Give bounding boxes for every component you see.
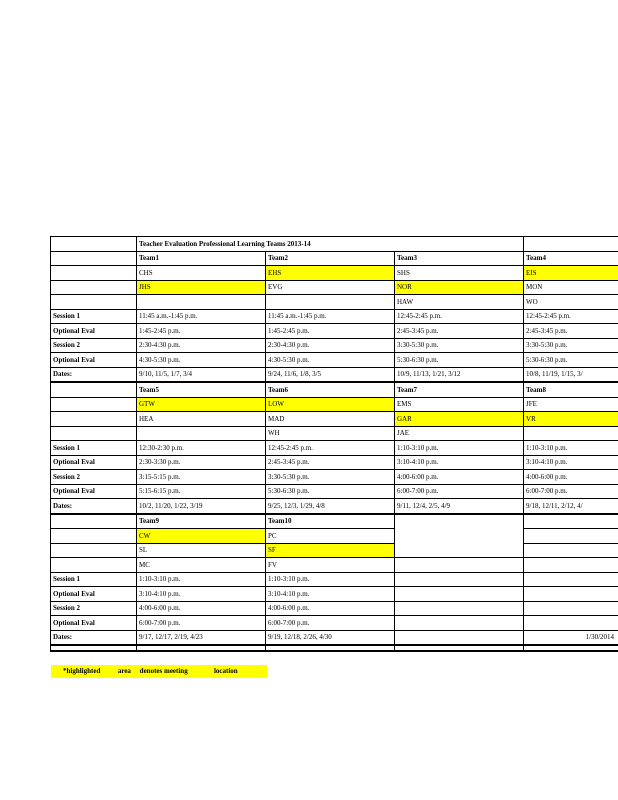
time-cell: 1:10-3:10 p.m. bbox=[266, 572, 395, 587]
row-label: Dates: bbox=[51, 367, 137, 382]
school-cell bbox=[137, 426, 266, 441]
time-cell: 4:00-6:00 p.m. bbox=[524, 470, 618, 485]
dates-row bbox=[51, 630, 618, 645]
row-label: Optional Eval bbox=[51, 455, 137, 470]
session2-row bbox=[51, 601, 618, 616]
school-cell bbox=[137, 295, 266, 310]
school-cell bbox=[266, 295, 395, 310]
row-label: Dates: bbox=[51, 630, 137, 645]
team-name: Team4 bbox=[524, 251, 618, 266]
session2-row bbox=[51, 470, 618, 485]
school-cell-highlighted: NOR bbox=[395, 280, 524, 295]
school-cell-highlighted: EIS bbox=[524, 266, 618, 281]
row-label: Optional Eval bbox=[51, 324, 137, 339]
dates-cell: 9/24, 11/6, 1/8, 3/5 bbox=[266, 367, 395, 382]
highlight-legend-note: *highlighted area denotes meeting location bbox=[51, 665, 267, 678]
time-cell: 4:00-6:00 p.m. bbox=[137, 601, 266, 616]
time-cell: 1:10-3:10 p.m. bbox=[395, 441, 524, 456]
row-label: Session 1 bbox=[51, 309, 137, 324]
school-cell: EMS bbox=[395, 397, 524, 412]
session2-row bbox=[51, 338, 618, 353]
time-cell: 3:15-5:15 p.m. bbox=[137, 470, 266, 485]
time-cell: 2:45-3:45 p.m. bbox=[395, 324, 524, 339]
row-label: Session 2 bbox=[51, 470, 137, 485]
title-row bbox=[51, 237, 618, 252]
school-cell: JFE bbox=[524, 397, 618, 412]
time-cell: 2:45-3:45 p.m. bbox=[524, 324, 618, 339]
school-row bbox=[51, 558, 618, 573]
time-cell: 6:00-7:00 p.m. bbox=[524, 484, 618, 499]
school-cell: SHS bbox=[395, 266, 524, 281]
team-header-row bbox=[51, 251, 618, 266]
time-cell: 1:10-3:10 p.m. bbox=[137, 572, 266, 587]
school-cell-highlighted: SF bbox=[266, 543, 395, 558]
school-cell: HAW bbox=[395, 295, 524, 310]
school-cell: CHS bbox=[137, 266, 266, 281]
time-cell: 6:00-7:00 p.m. bbox=[266, 616, 395, 631]
school-cell: SL bbox=[137, 543, 266, 558]
time-cell: 6:00-7:00 p.m. bbox=[395, 484, 524, 499]
school-row bbox=[51, 543, 618, 558]
team-name: Team1 bbox=[137, 251, 266, 266]
dates-cell: 9/25, 12/3, 1/29, 4/8 bbox=[266, 499, 395, 514]
school-cell-highlighted: CW bbox=[137, 529, 266, 544]
row-label: Optional Eval bbox=[51, 587, 137, 602]
session1-row bbox=[51, 572, 618, 587]
time-cell: 3:30-5:30 p.m. bbox=[395, 338, 524, 353]
dates-cell: 10/9, 11/13, 1/21, 3/12 bbox=[395, 367, 524, 382]
printed-date: 1/30/2014 bbox=[524, 630, 618, 645]
dates-cell: 10/2, 11/20, 1/22, 3/19 bbox=[137, 499, 266, 514]
dates-row bbox=[51, 499, 618, 514]
time-cell: 12:30-2:30 p.m. bbox=[137, 441, 266, 456]
team-name: Team5 bbox=[137, 382, 266, 397]
row-label: Session 1 bbox=[51, 572, 137, 587]
team-name: Team7 bbox=[395, 382, 524, 397]
row-label: Optional Eval bbox=[51, 353, 137, 368]
dates-cell: 10/8, 11/19, 1/15, 3/ bbox=[524, 367, 618, 382]
school-cell: WO bbox=[524, 295, 618, 310]
time-cell: 3:10-4:10 p.m. bbox=[137, 587, 266, 602]
school-cell-highlighted: LOW bbox=[266, 397, 395, 412]
school-cell: PC bbox=[266, 529, 395, 544]
time-cell: 1:10-3:10 p.m. bbox=[524, 441, 618, 456]
school-cell: MAD bbox=[266, 412, 395, 427]
school-row bbox=[51, 280, 618, 295]
optional-eval-row bbox=[51, 484, 618, 499]
time-cell: 3:30-5:30 p.m. bbox=[266, 470, 395, 485]
optional-eval-row bbox=[51, 324, 618, 339]
school-cell: MON bbox=[524, 280, 618, 295]
time-cell: 11:45 a.m.-1:45 p.m. bbox=[266, 309, 395, 324]
school-cell: EVG bbox=[266, 280, 395, 295]
row-label: Dates: bbox=[51, 499, 137, 514]
school-row bbox=[51, 426, 618, 441]
document-title: Teacher Evaluation Professional Learning Teams 2013-14 bbox=[137, 237, 524, 252]
school-cell-highlighted: VR bbox=[524, 412, 618, 427]
row-label: Session 1 bbox=[51, 441, 137, 456]
team-name: Team3 bbox=[395, 251, 524, 266]
time-cell: 11:45 a.m.-1:45 p.m. bbox=[137, 309, 266, 324]
row-label: Session 2 bbox=[51, 601, 137, 616]
school-cell: WH bbox=[266, 426, 395, 441]
time-cell: 4:30-5:30 p.m. bbox=[137, 353, 266, 368]
time-cell: 2:30-4:30 p.m. bbox=[266, 338, 395, 353]
time-cell: 6:00-7:00 p.m. bbox=[137, 616, 266, 631]
school-row bbox=[51, 266, 618, 281]
session1-row bbox=[51, 441, 618, 456]
school-cell: FV bbox=[266, 558, 395, 573]
team-name: Team2 bbox=[266, 251, 395, 266]
time-cell: 3:10-4:10 p.m. bbox=[524, 455, 618, 470]
optional-eval-row bbox=[51, 587, 618, 602]
school-row bbox=[51, 529, 618, 544]
school-cell-highlighted: GAR bbox=[395, 412, 524, 427]
time-cell: 5:30-6:30 p.m. bbox=[395, 353, 524, 368]
time-cell: 12:45-2:45 p.m. bbox=[524, 309, 618, 324]
school-cell: HEA bbox=[137, 412, 266, 427]
team-name: Team9 bbox=[137, 514, 266, 529]
dates-cell: 9/18, 12/11, 2/12, 4/ bbox=[524, 499, 618, 514]
row-label: Session 2 bbox=[51, 338, 137, 353]
divider-line bbox=[50, 650, 618, 652]
time-cell: 4:30-5:30 p.m. bbox=[266, 353, 395, 368]
time-cell: 1:45-2:45 p.m. bbox=[266, 324, 395, 339]
school-cell: JAE bbox=[395, 426, 524, 441]
team-name: Team10 bbox=[266, 514, 395, 529]
time-cell: 12:45-2:45 p.m. bbox=[266, 441, 395, 456]
time-cell: 1:45-2:45 p.m. bbox=[137, 324, 266, 339]
optional-eval-row bbox=[51, 616, 618, 631]
time-cell: 5:15-6:15 p.m. bbox=[137, 484, 266, 499]
dates-cell: 9/17, 12/17, 2/19, 4/23 bbox=[137, 630, 266, 645]
school-cell-highlighted: GTW bbox=[137, 397, 266, 412]
time-cell: 4:00-6:00 p.m. bbox=[266, 601, 395, 616]
time-cell: 5:30-6:30 p.m. bbox=[524, 353, 618, 368]
time-cell: 5:30-6:30 p.m. bbox=[266, 484, 395, 499]
school-row bbox=[51, 295, 618, 310]
school-cell bbox=[524, 426, 618, 441]
school-cell-highlighted: EHS bbox=[266, 266, 395, 281]
dates-row bbox=[51, 367, 618, 382]
time-cell: 2:30-4:30 p.m. bbox=[137, 338, 266, 353]
dates-cell: 9/19, 12/18, 2/26, 4/30 bbox=[266, 630, 395, 645]
school-cell-highlighted: JHS bbox=[137, 280, 266, 295]
team-header-row bbox=[51, 514, 618, 529]
time-cell: 3:10-4:10 p.m. bbox=[395, 455, 524, 470]
row-label: Optional Eval bbox=[51, 616, 137, 631]
team-header-row bbox=[51, 382, 618, 397]
team-name: Team6 bbox=[266, 382, 395, 397]
school-cell: MC bbox=[137, 558, 266, 573]
optional-eval-row bbox=[51, 353, 618, 368]
optional-eval-row bbox=[51, 455, 618, 470]
time-cell: 12:45-2:45 p.m. bbox=[395, 309, 524, 324]
school-row bbox=[51, 412, 618, 427]
dates-cell: 9/10, 11/5, 1/7, 3/4 bbox=[137, 367, 266, 382]
time-cell: 4:00-6:00 p.m. bbox=[395, 470, 524, 485]
school-row bbox=[51, 397, 618, 412]
schedule-table bbox=[50, 236, 618, 651]
session1-row bbox=[51, 309, 618, 324]
time-cell: 3:30-5:30 p.m. bbox=[524, 338, 618, 353]
dates-cell: 9/11, 12/4, 2/5, 4/9 bbox=[395, 499, 524, 514]
team-name: Team8 bbox=[524, 382, 618, 397]
time-cell: 3:10-4:10 p.m. bbox=[266, 587, 395, 602]
row-label: Optional Eval bbox=[51, 484, 137, 499]
time-cell: 2:30-3:30 p.m. bbox=[137, 455, 266, 470]
time-cell: 2:45-3:45 p.m. bbox=[266, 455, 395, 470]
